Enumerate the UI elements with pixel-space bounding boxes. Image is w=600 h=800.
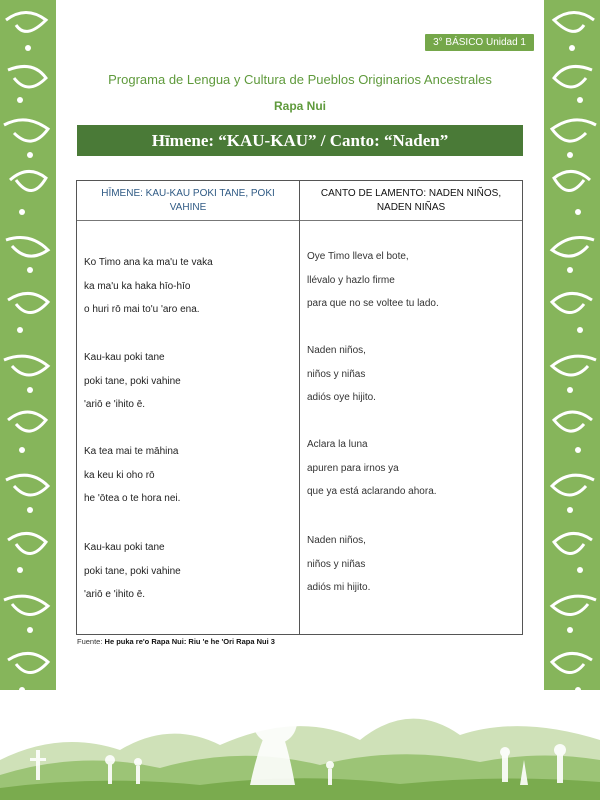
- song-title-banner: [77, 125, 523, 156]
- verse-line: Kau-kau poki tane: [84, 542, 165, 553]
- banner-title: Hīmene: “KAU-KAU” / Canto: “Naden”: [151, 130, 449, 150]
- source-text: He puka re'o Rapa Nui: Riu 'e he 'Ori Rapa Nui 3: [104, 637, 275, 646]
- source-label: Fuente:: [77, 637, 103, 646]
- rapa-nui-column: [77, 181, 299, 634]
- subject-title: Rapa Nui: [273, 99, 326, 113]
- source-citation: [77, 637, 275, 646]
- verse-line: he 'ōtea o te hora nei.: [84, 493, 181, 504]
- verse-line: para que no se voltee tu lado.: [307, 298, 439, 309]
- verse-line: poki tane, poki vahine: [84, 565, 181, 577]
- verse-line: 'ariō e 'ihito ē.: [84, 589, 146, 600]
- verse-line: ka ma'u ka haka hīo-hīo: [84, 280, 191, 292]
- verse-line: niños y niñas: [307, 558, 366, 570]
- verse-line: Aclara la luna: [307, 439, 368, 450]
- verse-line: Kau-kau poki tane: [84, 352, 165, 363]
- verse-line: poki tane, poki vahine: [84, 375, 181, 387]
- song-table: [76, 180, 523, 635]
- spanish-column: [299, 181, 522, 634]
- spanish-stanza-1: [307, 245, 439, 316]
- spanish-stanza-3: [307, 433, 437, 504]
- verse-line: niños y niñas: [307, 368, 366, 380]
- rapa-nui-stanza-4: [84, 536, 181, 607]
- rapa-nui-stanza-3: [84, 440, 180, 511]
- verse-line: ka keu ki oho rō: [84, 469, 155, 481]
- verse-line: Ko Timo ana ka ma'u te vaka: [84, 257, 213, 268]
- verse-line: adiós oye hijito.: [307, 392, 376, 403]
- rapa-nui-stanza-1: [84, 251, 213, 322]
- spanish-column-header: CANTO DE LAMENTO: NADEN NIÑOS, NADEN NIÑAS: [300, 181, 522, 221]
- landscape-footer-illustration: [0, 690, 600, 800]
- verse-line: adiós mi hijito.: [307, 582, 371, 593]
- verse-line: Ka tea mai te māhina: [84, 446, 179, 457]
- spanish-stanza-4: [307, 529, 370, 600]
- rapa-nui-stanza-2: [84, 346, 181, 417]
- verse-line: Oye Timo lleva el bote,: [307, 251, 409, 262]
- verse-line: apuren para irnos ya: [307, 462, 399, 474]
- verse-line: que ya está aclarando ahora.: [307, 486, 437, 497]
- verse-line: Naden niños,: [307, 345, 366, 356]
- grade-unit-tab: 3° BÁSICO Unidad 1: [425, 34, 534, 51]
- verse-line: 'ariō e 'ihito ē.: [84, 399, 146, 410]
- verse-line: o huri rō mai to'u 'aro ena.: [84, 304, 200, 315]
- rapa-nui-column-header: HĪMENE: KAU-KAU POKI TANE, POKI VAHINE: [77, 181, 299, 221]
- verse-line: Naden niños,: [307, 535, 366, 546]
- program-title: Programa de Lengua y Cultura de Pueblos Originarios Ancestrales: [108, 72, 492, 87]
- spanish-stanza-2: [307, 339, 376, 410]
- verse-line: llévalo y hazlo firme: [307, 274, 395, 286]
